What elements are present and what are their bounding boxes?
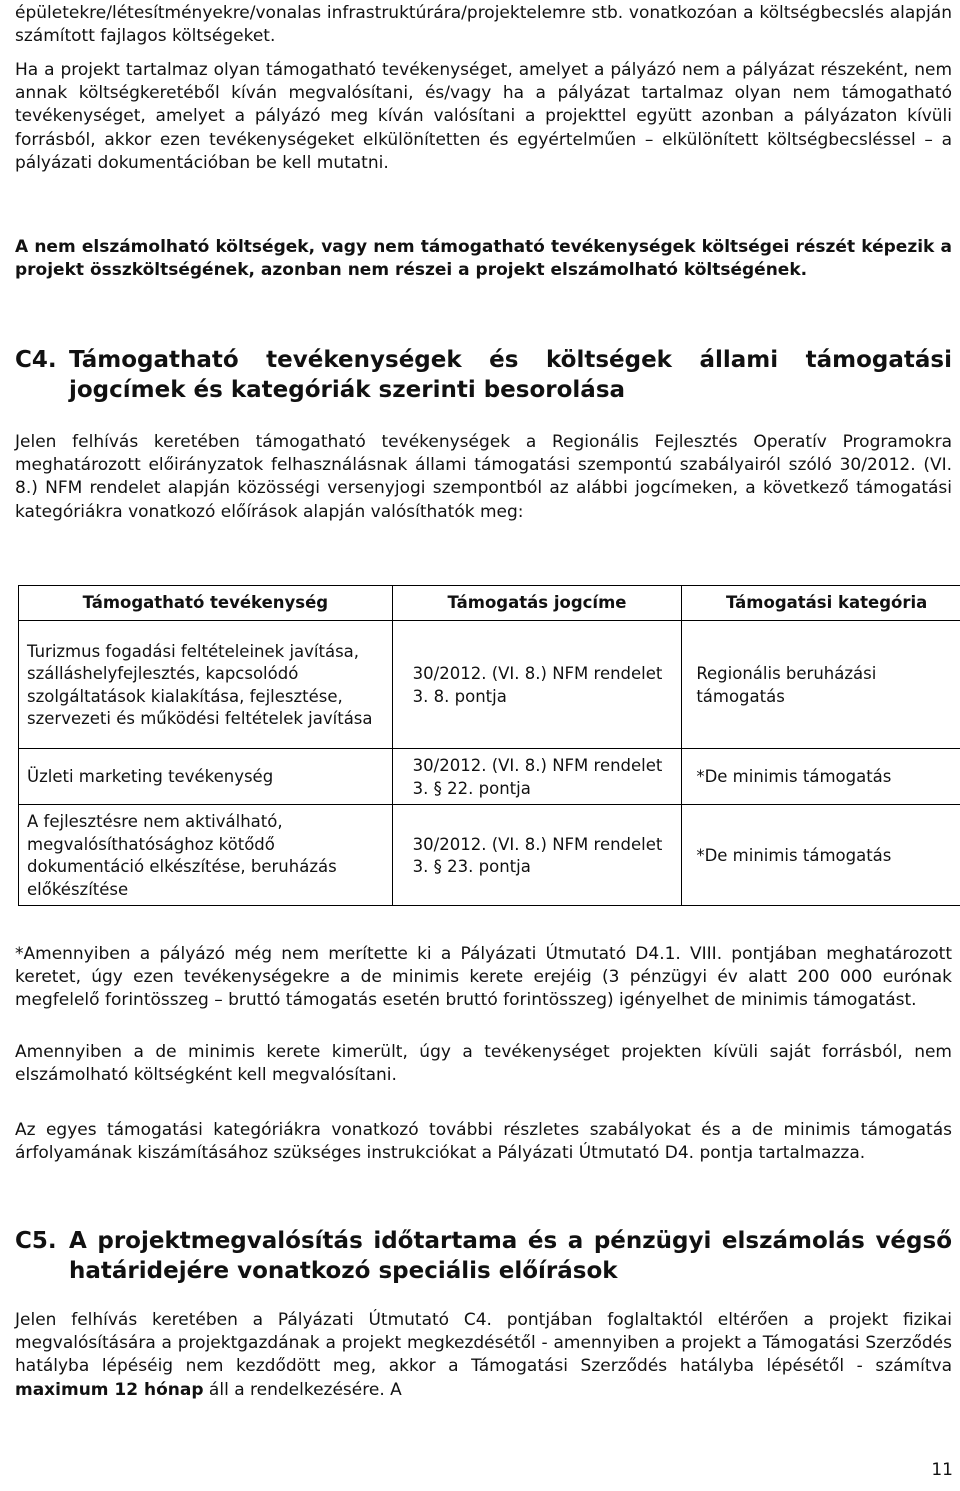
table-header-row <box>19 586 960 621</box>
table-row <box>19 621 960 749</box>
paragraph-intro: épületekre/létesítményekre/vonalas infrastruktúrára/projektelemre stb. vonatkozóan a költségbecslés alapján számított fajlagos költségeket. <box>15 3 952 47</box>
table-row <box>19 805 960 906</box>
paragraph-separate-activities: Ha a projekt tartalmaz olyan támogatható tevékenységet, amelyet a pályázó nem a pályázat részeként, nem annak költségkeretéből kíván megvalósítani, és/vagy ha a pályázat tartalmaz olyan nem támogatható tevékenységet, amelyet a pályázó meg kíván valósítani a projekttel együtt azonban a pályázaton kívüli forrásból, akkor ezen tevékenységeket elkülönítetten és egyértelműen – elkülönített költségbecsléssel – a pályázati dokumentációban be kell mutatni. <box>15 60 952 173</box>
text-run: Jelen felhívás keretében a Pályázati Útmutató C4. pontjában foglaltaktól eltérően a projekt fizikai megvalósítására a projektgazdának a projekt megkezdésétől - amennyiben a projekt a Támogatási Szerződés hatályba lépéséig nem kezdődött meg, akkor a Támogatási Szerződés hatályba lépésétől - számítva <box>15 1310 952 1377</box>
text-run: áll a rendelkezésére. A <box>203 1379 402 1400</box>
paragraph-detailed-rules: Az egyes támogatási kategóriákra vonatkozó további részletes szabályokat és a de minimis támogatás árfolyamának kiszámításához szükséges instrukciókat a Pályázati Útmutató D4. pontja tartalmazza. <box>15 1120 952 1164</box>
section-number-c5: C5. <box>15 1228 57 1254</box>
section-heading-c5 <box>15 1226 952 1286</box>
section-title-c4: Támogatható tevékenységek és költségek állami támogatási jogcímek és kategóriák szerinti besorolása <box>69 347 952 403</box>
table-cell-legal-title: 30/2012. (VI. 8.) NFM rendelet 3. § 23. pontja <box>392 805 682 906</box>
paragraph-de-minimis-exhausted: Amennyiben a de minimis kerete kimerült, úgy a tevékenységet projekten kívüli saját forrásból, nem elszámolható költségként kell megvalósítani. <box>15 1042 952 1086</box>
section-number-c4: C4. <box>15 347 57 373</box>
table-row <box>19 749 960 805</box>
support-categories-table <box>18 585 960 906</box>
paragraph-implementation-period <box>15 1309 952 1402</box>
table-cell-legal-title: 30/2012. (VI. 8.) NFM rendelet 3. § 22. pontja <box>392 749 682 805</box>
table-cell-activity: Üzleti marketing tevékenység <box>19 749 393 805</box>
section-heading-c4 <box>15 345 952 405</box>
column-header-activity: Támogatható tevékenység <box>19 586 393 621</box>
table-cell-activity: Turizmus fogadási feltételeinek javítása, szálláshelyfejlesztés, kapcsolódó szolgáltatások kialakítása, fejlesztése, szervezeti és működési feltételek javítása <box>19 621 393 749</box>
table-cell-category: Regionális beruházási támogatás <box>682 621 960 749</box>
column-header-category: Támogatási kategória <box>682 586 960 621</box>
table-cell-activity: A fejlesztésre nem aktiválható, megvalósíthatósághoz kötődő dokumentáció elkészítése, beruházás előkészítése <box>19 805 393 906</box>
paragraph-legal-basis: Jelen felhívás keretében támogatható tevékenységek a Regionális Fejlesztés Operatív Programokra meghatározott előirányzatok felhasználásnak állami támogatási szempontú szabályairól szóló 30/2012. (VI. 8.) NFM rendelet alapján közösségi versenyjogi szempontból az alábbi jogcímeken, a következő támogatási kategóriákra vonatkozó előírások alapján valósíthatók meg: <box>15 432 952 522</box>
section-title-c5: A projektmegvalósítás időtartama és a pénzügyi elszámolás végső határidejére vonatkozó speciális előírások <box>69 1228 952 1284</box>
paragraph-de-minimis-note: *Amennyiben a pályázó még nem merítette ki a Pályázati Útmutató D4.1. VIII. pontjában meghatározott keretet, úgy ezen tevékenységekre a de minimis kerete erejéig (3 pénzügyi év alatt 200 000 eurónak megfelelő forintösszeg – bruttó támogatás esetén bruttó forintösszeg) igényelhet de minimis támogatást. <box>15 944 952 1011</box>
table-cell-category: *De minimis támogatás <box>682 805 960 906</box>
table-cell-legal-title: 30/2012. (VI. 8.) NFM rendelet 3. 8. pontja <box>392 621 682 749</box>
page-number: 11 <box>931 1460 953 1480</box>
table-cell-category: *De minimis támogatás <box>682 749 960 805</box>
paragraph-non-eligible-costs: A nem elszámolható költségek, vagy nem támogatható tevékenységek költségei részét képezik a projekt összköltségének, azonban nem részei a projekt elszámolható költségének. <box>15 237 952 281</box>
text-run-bold: maximum 12 hónap <box>15 1379 204 1400</box>
column-header-legal-title: Támogatás jogcíme <box>392 586 682 621</box>
